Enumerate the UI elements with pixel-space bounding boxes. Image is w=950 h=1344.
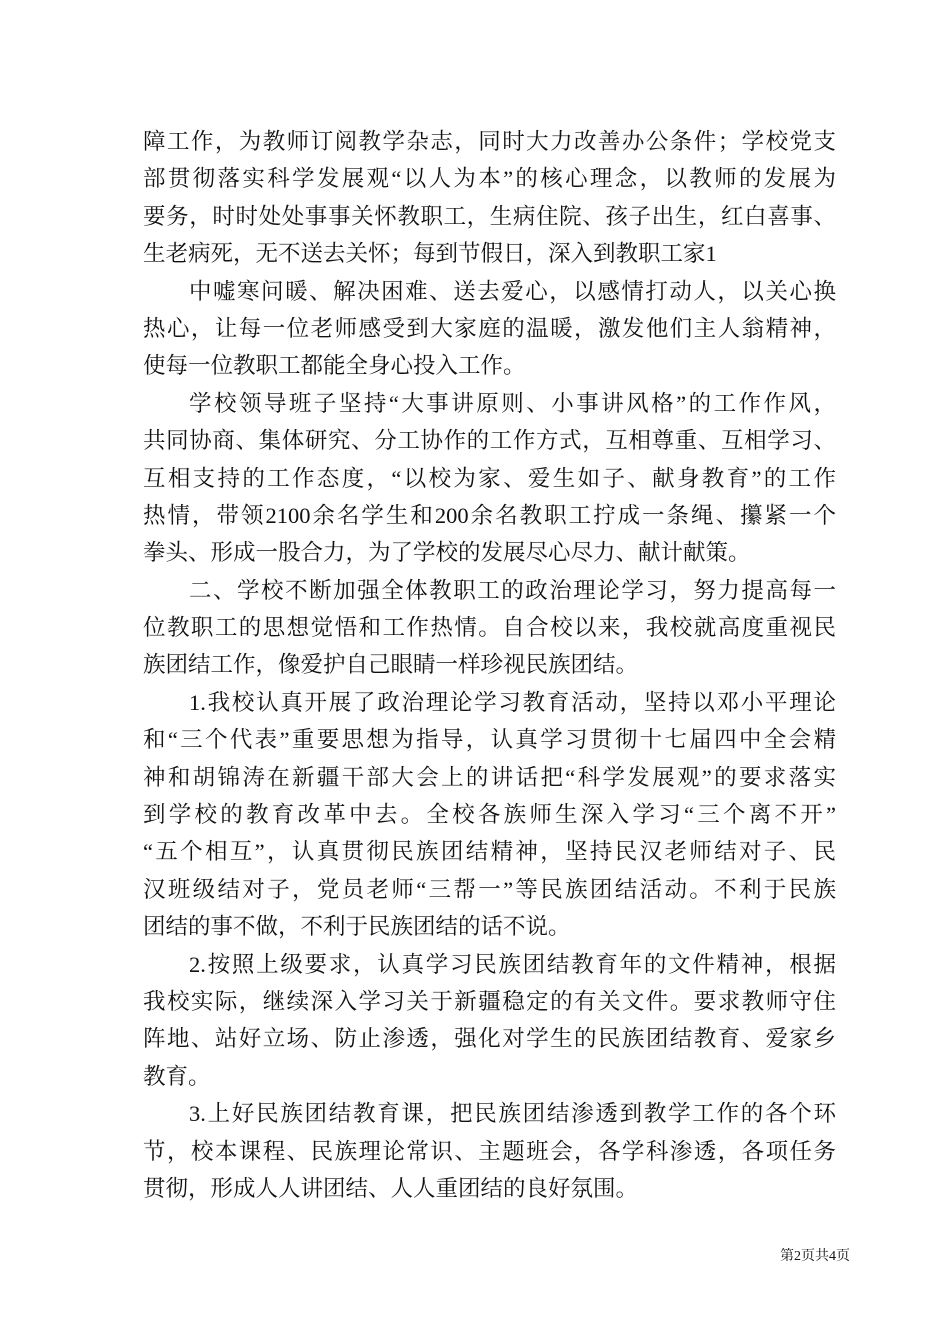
- paragraph: [143, 1095, 836, 1207]
- text-line: 2.按照上级要求，认真学习民族团结教育年的文件精神，根据: [189, 951, 836, 977]
- text-line: 1.我校认真开展了政治理论学习教育活动，坚持以邓小平理论: [189, 689, 836, 715]
- text-line: 族团结工作，像爱护自己眼睛一样珍视民族团结。: [143, 652, 639, 678]
- text-line: 教育。: [143, 1063, 211, 1089]
- text-line: 二、学校不断加强全体教职工的政治理论学习，努力提高每一: [189, 577, 836, 603]
- text-line: 共同协商、集体研究、分工协作的工作方式，互相尊重、互相学习、: [143, 428, 836, 454]
- text-line: 节，校本课程、民族理论常识、主题班会，各学科渗透，各项任务: [143, 1138, 836, 1164]
- text-line: 互相支持的工作态度，“以校为家、爱生如子、献身教育”的工作: [143, 465, 836, 491]
- text-line: 使每一位教职工都能全身心投入工作。: [143, 353, 526, 379]
- text-line: 到学校的教育改革中去。全校各族师生深入学习“三个离不开”: [143, 802, 836, 828]
- text-line: 团结的事不做，不利于民族团结的话不说。: [143, 914, 571, 940]
- paragraph: [143, 572, 836, 684]
- text-line: “五个相互”，认真贯彻民族团结精神，坚持民汉老师结对子、民: [143, 839, 836, 865]
- text-line: 位教职工的思想觉悟和工作热情。自合校以来，我校就高度重视民: [143, 615, 836, 641]
- paragraph: [143, 684, 836, 946]
- text-line: 阵地、站好立场、防止渗透，强化对学生的民族团结教育、爱家乡: [143, 1026, 836, 1052]
- text-line: 热心，让每一位老师感受到大家庭的温暖，激发他们主人翁精神，: [143, 315, 836, 341]
- text-line: 神和胡锦涛在新疆干部大会上的讲话把“科学发展观”的要求落实: [143, 764, 836, 790]
- text-line: 拳头、形成一股合力，为了学校的发展尽心尽力、献计献策。: [143, 540, 751, 566]
- paragraph: [143, 123, 836, 273]
- text-line: 热情，带领2100余名学生和200余名教职工拧成一条绳、攥紧一个: [143, 502, 836, 528]
- text-line: 3.上好民族团结教育课，把民族团结渗透到教学工作的各个环: [189, 1101, 836, 1127]
- text-line: 我校实际，继续深入学习关于新疆稳定的有关文件。要求教师守住: [143, 988, 836, 1014]
- paragraph: [143, 273, 836, 385]
- text-line: 中嘘寒问暖、解决困难、送去爱心，以感情打动人，以关心换: [189, 278, 836, 304]
- text-line: 部贯彻落实科学发展观“以人为本”的核心理念，以教师的发展为: [143, 166, 836, 192]
- text-line: 学校领导班子坚持“大事讲原则、小事讲风格”的工作作风，: [189, 390, 836, 416]
- text-line: 要务，时时处处事事关怀教职工，生病住院、孩子出生，红白喜事、: [143, 203, 836, 229]
- paragraph: [143, 946, 836, 1096]
- text-line: 障工作，为教师订阅教学杂志，同时大力改善办公条件；学校党支: [143, 129, 836, 154]
- paragraph: [143, 385, 836, 572]
- text-line: 和“三个代表”重要思想为指导，认真学习贯彻十七届四中全会精: [143, 727, 836, 753]
- text-line: 汉班级结对子，党员老师“三帮一”等民族团结活动。不利于民族: [143, 876, 836, 902]
- page-number: 第2页共4页: [780, 1249, 850, 1264]
- text-line: 贯彻，形成人人讲团结、人人重团结的良好氛围。: [143, 1175, 639, 1201]
- text-line: 生老病死，无不送去关怀；每到节假日，深入到教职工家1: [143, 241, 717, 267]
- document-body: [143, 123, 836, 1207]
